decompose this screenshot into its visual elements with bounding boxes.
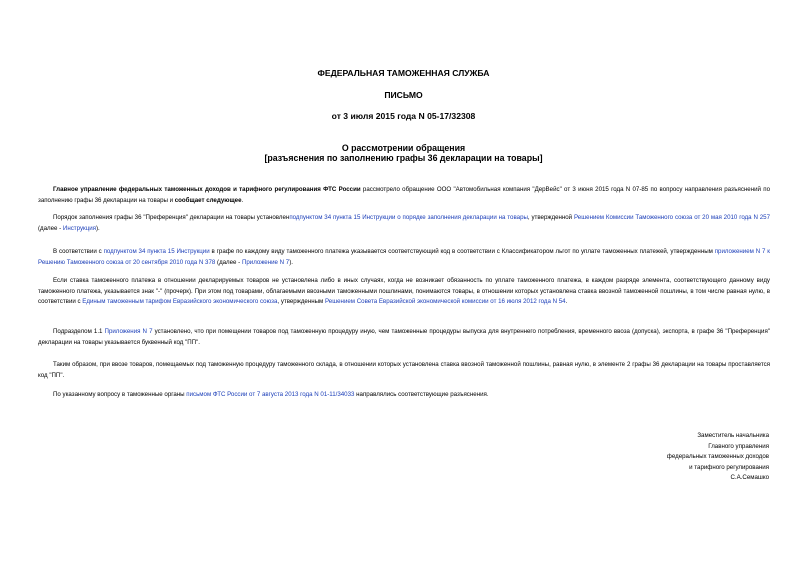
link-appendix-7-section[interactable]: Приложения N 7 [104, 328, 153, 335]
p3-text4: ). [289, 258, 293, 266]
p3-text2: в графе по каждому виду таможенного платежа указывается соответствующий код в соответствии с Классификатором льгот по уплате таможенных платежей, утвержденным [209, 248, 715, 255]
p1-bold-end: сообщает следующее [174, 196, 242, 204]
link-council-decision-54[interactable]: Решением Совета Евразийской экономической комиссии от 16 июля 2012 года N 54 [324, 298, 566, 306]
link-appendix-7[interactable]: Приложение N 7 [241, 258, 290, 266]
p6-text1: Таким образом, при ввозе товаров, помещаемых под таможенную процедуру таможенного склада, в отношении которых установлена ставка ввозной таможенной пошлины, равная нулю, в элементе 2 графы 36 декларации на товары проставляется код "ПП". [38, 361, 770, 379]
p4-text3: . [565, 298, 568, 306]
link-fts-letter-2013[interactable]: письмом ФТС России от 7 августа 2013 года N 01-11/34033 [186, 391, 355, 398]
subject-line-2: [разъяснения по заполнению графы 36 декларации на товары] [264, 153, 543, 163]
document-type: ПИСЬМО [384, 90, 423, 100]
p2-text4: ). [96, 224, 100, 232]
p3-text1: В соответствии с [53, 248, 104, 255]
p1-text2: . [241, 196, 244, 204]
paragraph-5 [38, 327, 770, 348]
signature-position-line-1: Заместитель начальника [697, 432, 769, 439]
paragraph-2 [38, 213, 770, 234]
link-unified-customs-tariff[interactable]: Единым таможенным тарифом Евразийского экономического союза [82, 298, 278, 306]
link-appendix-7-decision-378[interactable]: приложением N 7 к Решению Таможенного союза от 20 сентября 2010 года N 378 [38, 248, 770, 266]
p1-bold-start: Главное управление федеральных таможенных доходов и тарифного регулирования ФТС России [53, 186, 361, 193]
p4-text2: , утвержденным [277, 298, 325, 306]
link-commission-decision-257[interactable]: Решением Комиссии Таможенного союза от 20 мая 2010 года N 257 [573, 214, 770, 221]
link-instruction-subparagraph-34[interactable]: подпунктом 34 пункта 15 Инструкции [103, 248, 210, 255]
p3-text3: (далее - [215, 258, 242, 266]
paragraph-3 [38, 247, 770, 268]
p5-text2: установлено, что при помещении товаров под таможенную процедуру иную, чем таможенные процедуры выпуска для внутреннего потребления, временного ввоза (допуска), экспорта, в графе 36 "Преференция" декларации на товары указывается буквенный код "ПП". [38, 328, 770, 346]
paragraph-7 [38, 390, 770, 401]
p2-text3: (далее - [38, 224, 63, 232]
link-instruction[interactable]: Инструкция [62, 224, 96, 232]
signature-block [667, 431, 769, 484]
paragraph-1 [38, 185, 770, 206]
subject-line-1: О рассмотрении обращения [341, 143, 466, 153]
document-date-number: от 3 июля 2015 года N 05-17/32308 [331, 111, 476, 121]
p1-text1: рассмотрело обращение ООО "Автомобильная компания "ДерВейс" от 3 июня 2015 года N 07-85 по вопросу направления разъяснений по заполнению графы 36 декларации на товары и [38, 186, 770, 204]
signature-position-line-3: федеральных таможенных доходов [666, 453, 769, 461]
signature-name: С.А.Семашко [730, 474, 769, 482]
signature-position-line-2: Главного управления [708, 442, 769, 450]
signature-position-line-4: и тарифного регулирования [689, 463, 769, 471]
p7-text1: По указанному вопросу в таможенные органы [53, 391, 187, 398]
p7-text2: направлялись соответствующие разъяснения. [354, 391, 489, 398]
p2-text1: Порядок заполнения графы 36 "Преференция" декларации на товары установлен [53, 214, 290, 221]
p5-text1: Подразделом 1.1 [53, 328, 105, 335]
p2-text2: , утвержденной [527, 214, 574, 221]
p4-text1: Если ставка таможенного платежа в отношении декларируемых товаров не установлена либо в иных случаях, когда не возникает обязанность по уплате таможенного платежа, в каждом разряде элемента, соответствующего данному виду таможенного платежа, указывается знак "-" (прочерк). При этом под товарами, облагаемыми ввозными таможенными пошлинами, понимаются товары, в отношении которых установлена ставка ввозной таможенной пошлины, в том числе равная нулю, в соответствии с [38, 277, 770, 306]
link-instruction-subparagraph[interactable]: подпунктом 34 пункта 15 Инструкции о порядке заполнения декларации на товары [289, 214, 528, 221]
paragraph-4 [38, 276, 770, 308]
agency-title: ФЕДЕРАЛЬНАЯ ТАМОЖЕННАЯ СЛУЖБА [317, 68, 490, 78]
paragraph-6 [38, 360, 770, 381]
